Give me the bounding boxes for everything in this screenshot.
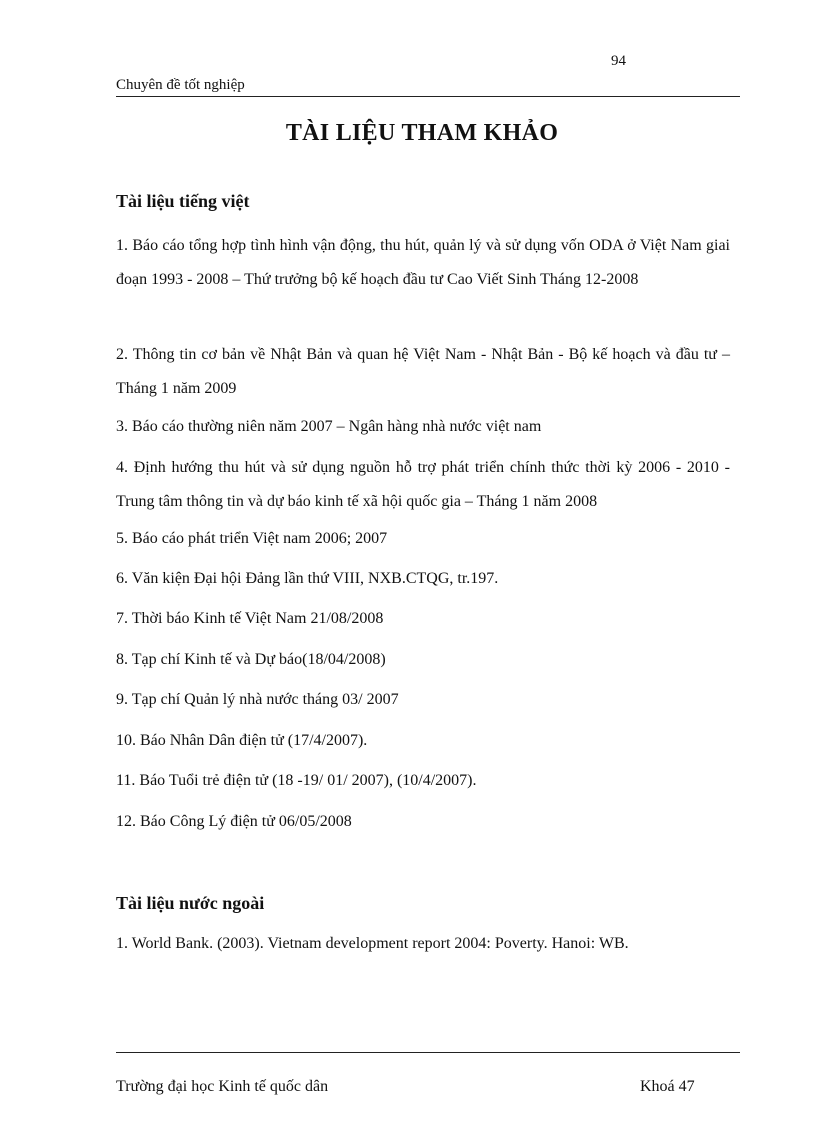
footer-cohort: Khoá 47 — [640, 1078, 695, 1095]
reference-item: 8. Tạp chí Kinh tế và Dự báo(18/04/2008) — [116, 651, 386, 668]
reference-item: 6. Văn kiện Đại hội Đảng lần thứ VIII, NXB.CTQG, tr.197. — [116, 570, 499, 587]
reference-item: 12. Báo Công Lý điện tử 06/05/2008 — [116, 813, 352, 830]
running-header: Chuyên đề tốt nghiệp — [116, 77, 245, 93]
footer-institution: Trường đại học Kinh tế quốc dân — [116, 1078, 329, 1095]
reference-item: 7. Thời báo Kinh tế Việt Nam 21/08/2008 — [116, 610, 384, 627]
page-number: 94 — [611, 53, 626, 69]
reference-item: 9. Tạp chí Quản lý nhà nước tháng 03/ 2007 — [116, 691, 399, 708]
section-heading-foreign: Tài liệu nước ngoài — [116, 893, 265, 913]
reference-item: 11. Báo Tuổi trẻ điện tử (18 -19/ 01/ 2007), (10/4/2007). — [116, 772, 477, 789]
reference-item: 3. Báo cáo thường niên năm 2007 – Ngân hàng nhà nước việt nam — [116, 418, 542, 435]
page-title: TÀI LIỆU THAM KHẢO — [285, 120, 559, 146]
reference-item: 10. Báo Nhân Dân điện tử (17/4/2007). — [116, 732, 368, 749]
reference-item: 1. World Bank. (2003). Vietnam development report 2004: Poverty. Hanoi: WB. — [116, 935, 629, 952]
reference-item: 2. Thông tin cơ bản về Nhật Bản và quan hệ Việt Nam - Nhật Bản - Bộ kế hoạch và đầu tư – Tháng 1 năm 2009 — [116, 346, 730, 397]
reference-item: 1. Báo cáo tổng hợp tình hình vận động, thu hút, quản lý và sử dụng vốn ODA ở Việt Nam giai đoạn 1993 - 2008 – Thứ trưởng bộ kế hoạch đầu tư Cao Viết Sinh Tháng 12-2008 — [116, 237, 730, 288]
reference-item: 5. Báo cáo phát triển Việt nam 2006; 2007 — [116, 530, 388, 547]
header-divider — [116, 96, 740, 97]
footer-divider — [116, 1052, 740, 1053]
reference-item: 4. Định hướng thu hút và sử dụng nguồn hỗ trợ phát triển chính thức thời kỳ 2006 - 2010 - Trung tâm thông tin và dự báo kinh tế xã hội quốc gia – Tháng 1 năm 2008 — [116, 459, 730, 510]
section-heading-vietnamese: Tài liệu tiếng việt — [116, 191, 250, 211]
